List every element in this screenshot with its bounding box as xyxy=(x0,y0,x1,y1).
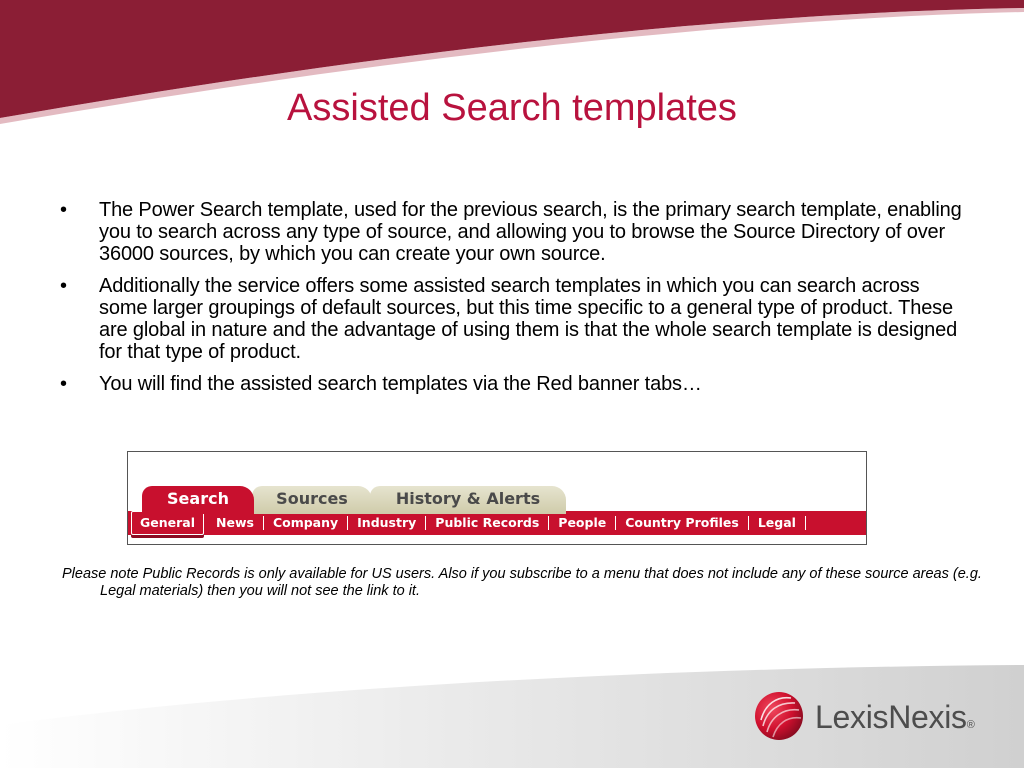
lexisnexis-logo xyxy=(753,690,998,742)
bullet-marker: • xyxy=(60,199,68,221)
bullet-marker: • xyxy=(60,275,68,297)
tab-history-alerts[interactable]: History & Alerts xyxy=(370,486,566,514)
logo-text: LexisNexis xyxy=(815,699,967,735)
slide-title: Assisted Search templates xyxy=(287,87,737,129)
logo-registered-mark: ® xyxy=(966,719,975,731)
subnav-company[interactable]: Company xyxy=(264,516,348,530)
bullet-marker: • xyxy=(60,373,68,395)
bullet-text: Additionally the service offers some assisted search templates in which you can search across some larger groupings of default sources, but this time specific to a general type of product. These are global in nature and the advantage of using them is that the whole search template is designed for that type of product. xyxy=(99,275,958,363)
subnav-industry[interactable]: Industry xyxy=(348,516,426,530)
bullet-item xyxy=(58,275,968,363)
tabs-screenshot xyxy=(127,451,867,545)
bullet-list xyxy=(58,199,968,405)
subnav-public-records[interactable]: Public Records xyxy=(426,516,549,530)
bullet-text: You will find the assisted search templates via the Red banner tabs… xyxy=(99,373,702,395)
subnav-general[interactable]: General xyxy=(131,511,204,535)
bullet-text: The Power Search template, used for the previous search, is the primary search template, enabling you to search across any type of source, and allowing you to browse the Source Directory of over 36000 sources, by which you can create your own source. xyxy=(99,199,962,265)
bullet-item xyxy=(58,373,968,395)
subnav-people[interactable]: People xyxy=(549,516,616,530)
tab-sources[interactable]: Sources xyxy=(252,486,372,514)
subnav-bar xyxy=(128,511,866,535)
footnote: Please note Public Records is only available for US users. Also if you subscribe to a menu that does not include any of these source areas (e.g. Legal materials) then you will not see the link to it. xyxy=(62,566,982,599)
subnav-country-profiles[interactable]: Country Profiles xyxy=(616,516,749,530)
lexisnexis-globe-icon xyxy=(753,690,805,742)
subnav-news[interactable]: News xyxy=(207,516,264,530)
tab-row xyxy=(128,482,866,512)
subnav-legal[interactable]: Legal xyxy=(749,516,806,530)
tab-search[interactable]: Search xyxy=(142,486,254,514)
logo-wordmark xyxy=(815,698,975,736)
bullet-item xyxy=(58,199,968,265)
